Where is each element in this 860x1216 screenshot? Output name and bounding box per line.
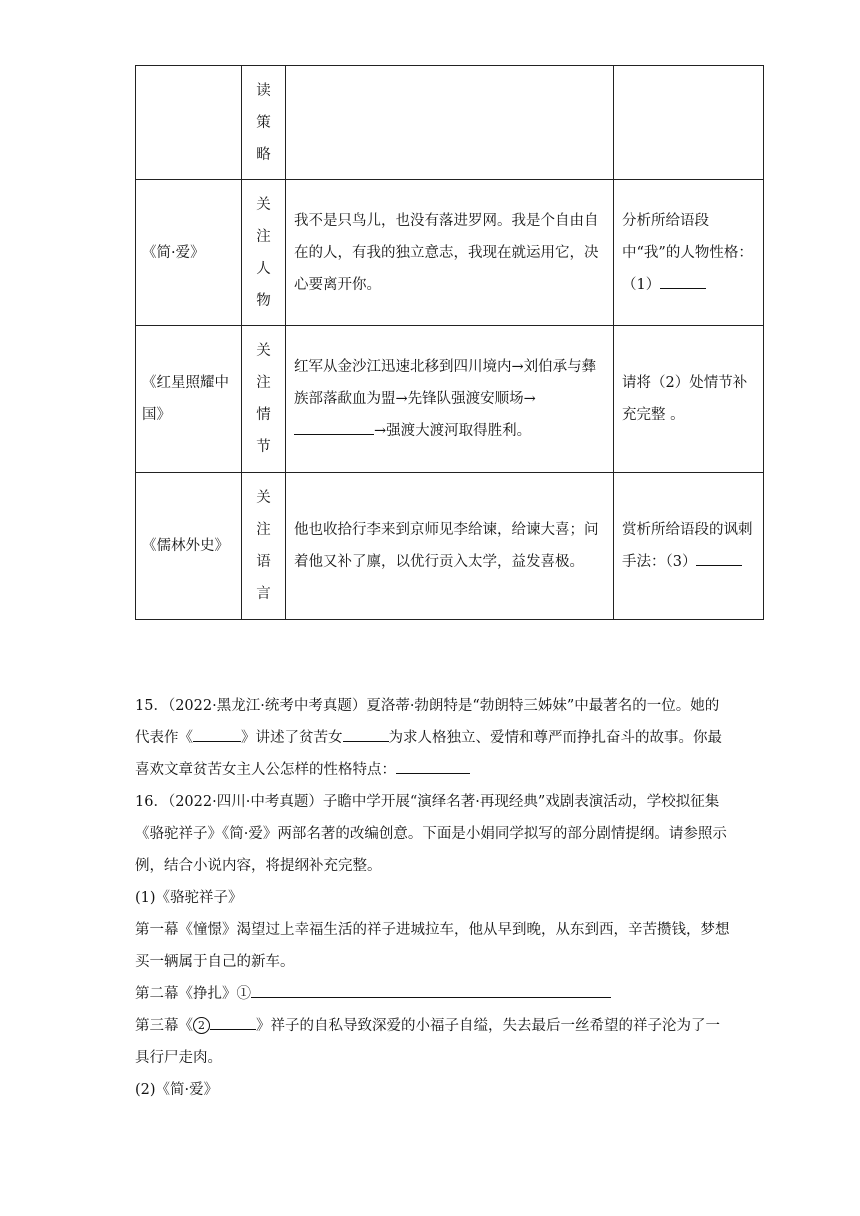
circled-number: 2	[193, 1017, 210, 1034]
strategy-cell: 关 注 人 物	[242, 180, 286, 326]
table-row	[136, 66, 764, 180]
book-cell: 《儒林外史》	[136, 473, 242, 620]
act-2: 第二幕《挣扎》①	[135, 978, 730, 1010]
table-row	[136, 326, 764, 473]
act-1: 第一幕《憧憬》渴望过上幸福生活的祥子进城拉车，他从早到晚，从东到西，辛苦攒钱，梦想买一辆属于自己的新车。	[135, 922, 730, 970]
subsection-heading: (2)《简·爱》	[135, 1082, 219, 1098]
question-15: 15．（2022·黑龙江·统考中考真题）夏洛蒂·勃朗特是“勃朗特三姊妹”中最著名的一位。她的代表作《 》讲述了贫苦女 为求人格独立、爱情和尊严而挣扎奋斗的故事。你最喜欢文章贫苦女主人公怎样的性格特点：	[135, 698, 722, 778]
table-row	[136, 180, 764, 326]
reading-strategy-table	[135, 65, 764, 620]
strategy-cell: 关 注 语 言	[242, 473, 286, 620]
book-cell: 《简·爱》	[136, 180, 242, 326]
answer-blank-1[interactable]	[660, 272, 706, 289]
strategy-cell: 关 注 情 节	[242, 326, 286, 473]
task-cell: 请将（2）处情节补充完整 。	[614, 326, 764, 473]
excerpt-cell: 他也收拾行李来到京师见李给谏，给谏大喜；问着他又补了廪，以优行贡入太学，益发喜极。	[286, 473, 614, 620]
question-16	[135, 786, 730, 1106]
subsection-heading: (1)《骆驼祥子》	[135, 890, 243, 906]
answer-blank-act-3-title[interactable]	[210, 1013, 256, 1030]
book-cell	[136, 66, 242, 180]
table-row	[136, 473, 764, 620]
act-3: 第三幕《 2 》祥子的自私导致深爱的小福子自缢，失去最后一丝希望的祥子沦为了一具行尸走肉。	[135, 1010, 730, 1074]
excerpt-cell	[286, 66, 614, 180]
excerpt-cell: 红军从金沙江迅速北移到四川境内→刘伯承与彝族部落歃血为盟→先锋队强渡安顺场→→强渡大渡河取得胜利。	[286, 326, 614, 473]
answer-blank-2[interactable]	[294, 418, 374, 435]
strategy-cell: 读 策 略	[242, 66, 286, 180]
answer-blank-heroine[interactable]	[343, 725, 389, 742]
task-cell	[614, 66, 764, 180]
task-cell: 分析所给语段中“我”的人物性格：（1）	[614, 180, 764, 326]
answer-blank-3[interactable]	[696, 549, 742, 566]
answer-blank-book-title[interactable]	[193, 725, 241, 742]
excerpt-cell: 我不是只鸟儿，也没有落进罗网。我是个自由自在的人，有我的独立意志，我现在就运用它，决心要离开你。	[286, 180, 614, 326]
answer-blank-act-2[interactable]	[251, 981, 611, 998]
task-cell: 赏析所给语段的讽刺手法：（3）	[614, 473, 764, 620]
question-16-intro: 16．（2022·四川·中考真题）子瞻中学开展“演绎名著·再现经典”戏剧表演活动，学校拟征集《骆驼祥子》《简·爱》两部名著的改编创意。下面是小娟同学拟写的部分剧情提纲。请参照示例，结合小说内容，将提纲补充完整。	[135, 794, 727, 874]
answer-blank-traits[interactable]	[396, 757, 470, 774]
book-cell: 《红星照耀中国》	[136, 326, 242, 473]
